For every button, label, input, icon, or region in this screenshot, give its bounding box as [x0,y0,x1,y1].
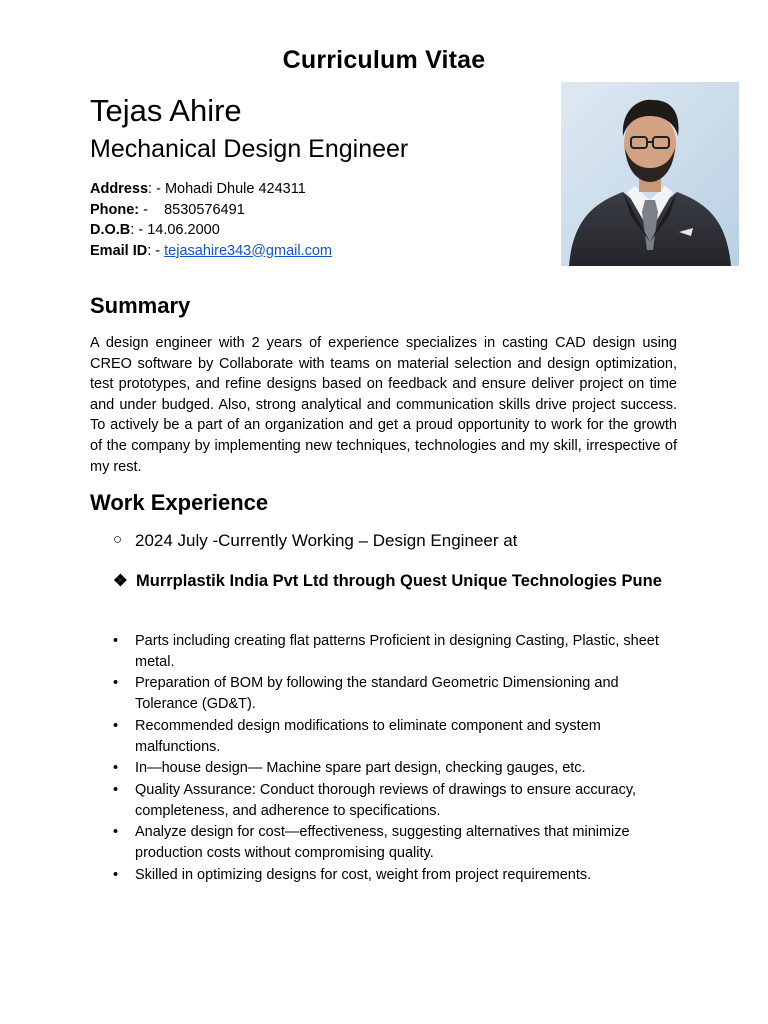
dob-value: : - 14.06.2000 [130,222,220,238]
list-item [112,865,672,886]
bullet-icon: • [113,781,119,798]
address-line [90,179,332,200]
email-label: Email ID [90,242,148,259]
email-separator: : - [147,242,165,259]
list-item [112,780,672,821]
list-item [112,673,672,714]
job-line [113,531,517,551]
bullet-icon: • [113,760,119,777]
phone-line [90,200,332,221]
list-item [112,758,672,779]
contact-block [90,179,332,261]
list-item-text: Recommended design modifications to eliminate component and system malfunctions. [135,717,601,755]
bullet-icon: • [113,717,119,734]
circle-bullet-icon: ○ [113,531,123,548]
company-name: Murrplastik India Pvt Ltd through Quest Unique Technologies Pune [136,572,662,590]
summary-heading: Summary [90,293,191,318]
address-value: : - Mohadi Dhule 424311 [148,181,306,197]
list-item-text: Analyze design for cost—effectiveness, suggesting alternatives that minimize production costs without compromising quality. [135,824,630,862]
bullet-icon: • [113,633,119,649]
list-item-text: Skilled in optimizing designs for cost, weight from project requirements. [135,866,592,883]
email-line [90,241,332,262]
diamond-bullet-icon: ❖ [113,572,128,590]
profile-photo [561,82,739,266]
bullet-icon: • [113,824,119,841]
list-item [112,822,672,863]
list-item-text: Preparation of BOM by following the standard Geometric Dimensioning and Tolerance (GD&T). [135,675,619,713]
bullet-icon: • [113,866,119,883]
candidate-role: Mechanical Design Engineer [90,135,409,163]
phone-label: Phone: [90,201,140,218]
responsibility-list [112,631,672,886]
document-title: Curriculum Vitae [282,46,486,74]
job-title: 2024 July -Currently Working – Design Engineer at [135,531,518,550]
address-label: Address [90,181,149,197]
candidate-name: Tejas Ahire [90,93,242,128]
phone-value: - 8530576491 [139,201,245,218]
list-item-text: In—house design— Machine spare part design, checking gauges, etc. [135,760,586,777]
dob-line [90,220,332,241]
list-item-text: Quality Assurance: Conduct thorough reviews of drawings to ensure accuracy, completeness, and adherence to specifications. [135,781,637,819]
experience-heading: Work Experience [90,490,269,515]
list-item-text: Parts including creating flat patterns Proficient in designing Casting, Plastic, sheet metal. [135,633,659,670]
email-link[interactable]: tejasahire343@gmail.com [164,242,332,259]
bullet-icon: • [113,675,119,692]
list-item [112,716,672,757]
dob-label: D.O.B [90,222,131,238]
list-item [112,631,672,672]
summary-text: A design engineer with 2 years of experience specializes in casting CAD design using CREO software by Collaborate with teams on material selection and design optimization, test prototypes, and refine designs based on feedback and ensure deliver project on time and under budged. Also, strong analytical and communication skills drive project success. To actively be a part of an organization and get a proud opportunity to work for the growth of the company by implementing new techniques, technologies and my skill, irrespective of my rest. [90,335,677,475]
